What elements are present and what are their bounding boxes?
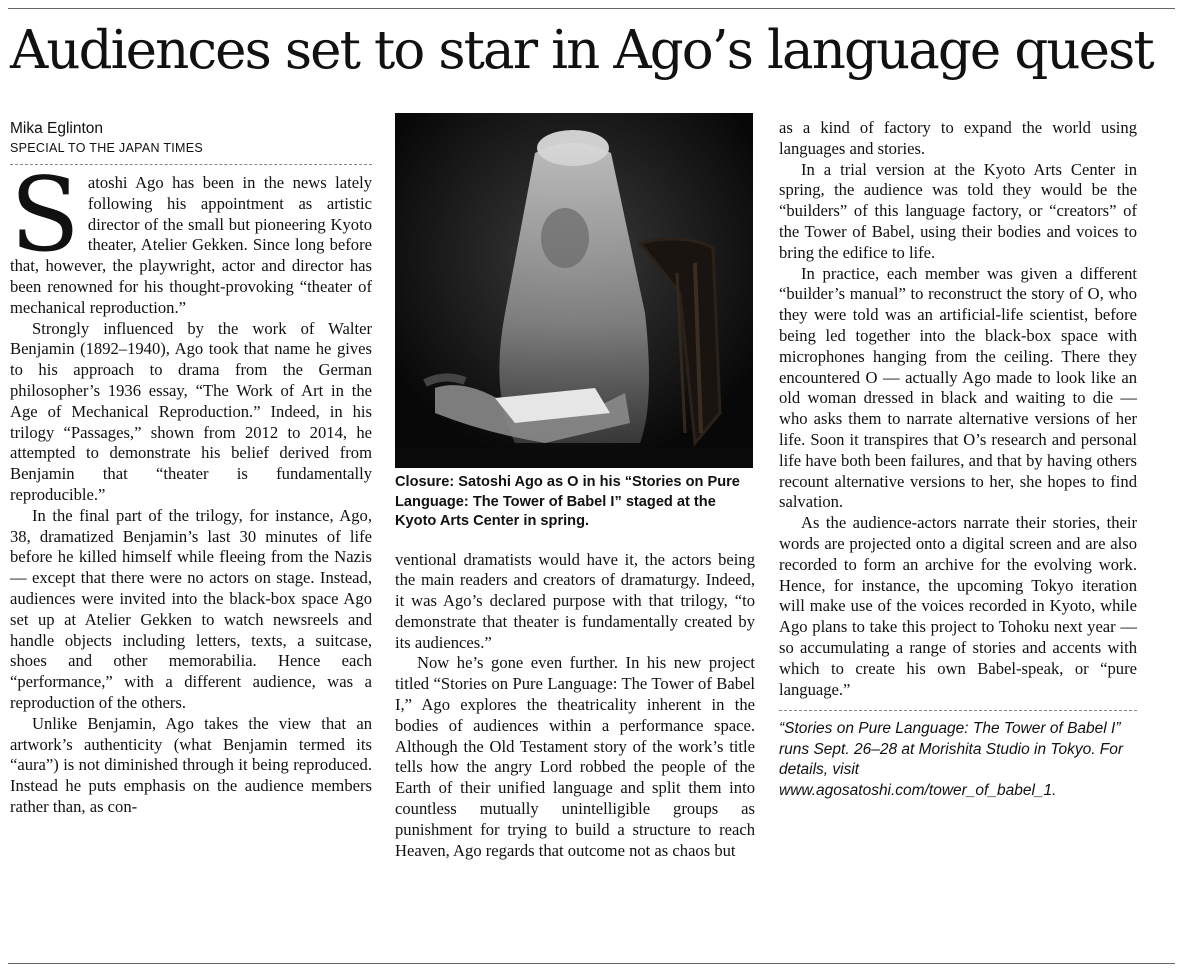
paragraph: as a kind of factory to expand the world using languages and stories. — [779, 118, 1137, 158]
paragraph: Now he’s gone even further. In his new project titled “Stories on Pure Language: The Tower of Babel I,” Ago explores the theatricality inherent in the bodies of audiences within a performance space. Although the Old Testament story of the work’s title tells how the angry Lord robbed the people of the Earth of their unified language and split them into countless mutually unintelligible groups as punishment for trying to build a structure to reach Heaven, Ago regards that outcome not as chaos but — [395, 653, 755, 860]
article-body-col3 — [779, 118, 1137, 700]
drop-cap: S — [10, 156, 80, 275]
paragraph: Satoshi Ago has been in the news lately following his appointment as artistic director of the small but pioneering Kyoto theater, Atelier Gekken. Since long before that, however, the playwright, actor and director has been renowned for his thought-provoking “theater of mechanical reproduction.” — [10, 156, 372, 317]
byline-outlet: SPECIAL TO THE JAPAN TIMES — [10, 141, 204, 155]
column-3 — [779, 118, 1137, 801]
byline-author: Mika Eglinton — [10, 120, 104, 137]
article-photo — [395, 113, 753, 468]
paragraph: ventional dramatists would have it, the actors being the main readers and creators of dramaturgy. Indeed, it was Ago’s declared purpose with that trilogy, “to demonstrate that theater is fundamentally created by its audiences.” — [395, 549, 755, 652]
paragraph: In a trial version at the Kyoto Arts Center in spring, the audience was told they would be the “builders” of this language factory, or “creators” of the Tower of Babel, using their bodies and voices to bring the edifice to life. — [779, 159, 1137, 262]
paragraph: In the final part of the trilogy, for instance, Ago, 38, dramatized Benjamin’s last 30 minutes of life before he killed himself while fleeing from the Nazis — except that there were no actors on stage. Instead, audiences were invited into the black-box space Ago set up at Atelier Gekken to watch newsreels and handle objects including letters, texts, a suitcase, shoes and other memorabilia. Hence each “performance,” with a different audience, was a reproduction of the others. — [10, 505, 372, 712]
headline: Audiences set to star in Ago’s language quest — [10, 20, 1153, 81]
paragraph: As the audience-actors narrate their stories, their words are projected onto a digital screen and are also recorded to form an archive for the evolving work. Hence, for instance, the upcoming Tokyo iteration will make use of the voices recorded in Kyoto, while Ago plans to take this project to Tohoku next year — so accumulating a range of stories and accents with which to create his own Babel-speak, or “pure language.” — [779, 513, 1137, 699]
bottom-rule — [8, 963, 1175, 964]
paragraph: Strongly influenced by the work of Walter Benjamin (1892–1940), Ago took that name he gives to his approach to drama from the German philosopher’s 1936 essay, “The Work of Art in the Age of Mechanical Reproduction.” Indeed, in his trilogy “Passages,” shown from 2012 to 2014, he attempted to demonstrate his belief derived from Benjamin that “theater is fundamentally reproducible.” — [10, 318, 372, 504]
paragraph: In practice, each member was given a different “builder’s manual” to reconstruct the story of O, who they were told was an artificial-life scientist, before being led together into the black-box space with microphones hanging from the ceiling. There they encountered O — actually Ago made to look like an old woman dressed in black and waiting to die — who asks them to narrate alternative versions of her life. Soon it transpires that O’s research and personal life have both been failures, and that by having others recount alternative versions to her, she hopes to find salvation. — [779, 263, 1137, 512]
article-body-col1 — [10, 156, 372, 818]
event-info-note: “Stories on Pure Language: The Tower of Babel I” runs Sept. 26–28 at Morishita Studio in Tokyo. For details, visit www.agosatoshi.com/tower_of_babel_1. — [779, 710, 1137, 801]
photo-caption: Closure: Satoshi Ago as O in his “Stories on Pure Language: The Tower of Babel I” staged at the Kyoto Arts Center in spring. — [395, 474, 740, 529]
paragraph: Unlike Benjamin, Ago takes the view that an artwork’s authenticity (what Benjamin termed its “aura”) is not diminished through it being reproduced. Instead he puts emphasis on the audience members rather than, as con- — [10, 713, 372, 816]
photo-figure-illustration — [395, 113, 753, 468]
article-body-col2 — [395, 550, 755, 862]
column-1 — [10, 118, 372, 818]
column-2 — [395, 118, 755, 861]
top-rule — [8, 8, 1175, 9]
